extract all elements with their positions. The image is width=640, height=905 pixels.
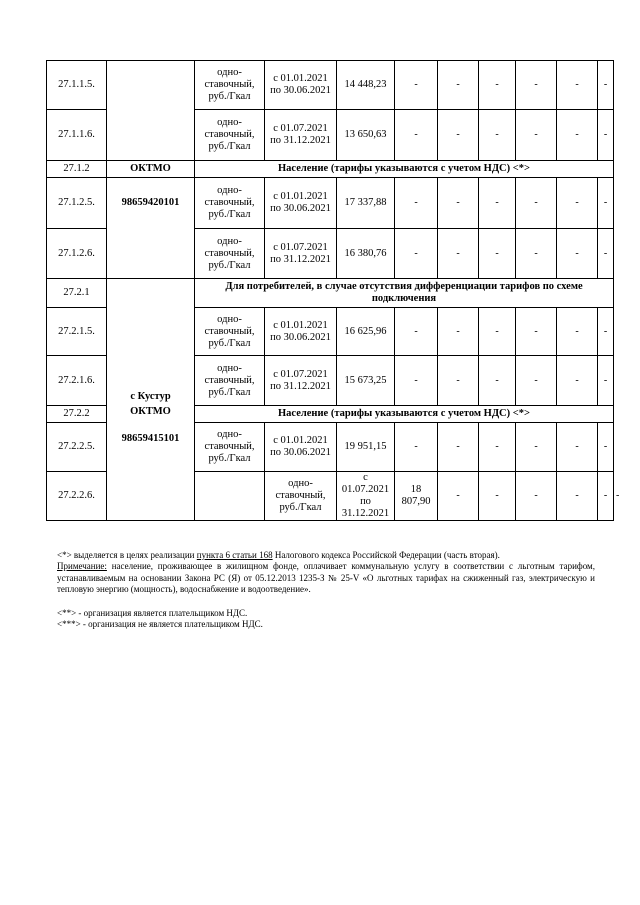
footnote-text: Налогового кодекса Российской Федерации (часть вторая).: [272, 550, 500, 560]
section-title: Население (тарифы указываются с учетом НДС) <*>: [195, 161, 614, 178]
remark-text: население, проживающее в жилищном фонде, оплачивает коммунальную услугу в соответствии с льготным тарифом, устанавливаемым на основании Закона РС (Я) от 05.12.2013 1235-З № 25-V «О льготных тарифах на сжиженный газ, электрическую и тепловую энергию (мощность), водоснабжение и водоотведение».: [57, 561, 595, 595]
dash-cell: -: [438, 178, 479, 229]
dash-cell: -: [557, 472, 598, 521]
dash-cell: -: [395, 229, 438, 279]
tariff-value: 18 807,90: [395, 472, 438, 521]
dash-cell: -: [598, 423, 614, 472]
dash-cell: -: [395, 178, 438, 229]
oktmo-cell-empty: [107, 61, 195, 161]
tariff-table: [46, 60, 620, 521]
dash-cell: -: [479, 472, 516, 521]
table-row: 27.2.2.6. одно-ставочный, руб./Гкал с 01.07.2021 по 31.12.2021 18 807,90 - - - - - -: [47, 472, 614, 521]
row-code: 27.2.2: [47, 406, 107, 423]
oktmo-code: 98659420101: [107, 178, 195, 279]
dash-cell: -: [479, 356, 516, 406]
section-title: Для потребителей, в случае отсутствия дифференциации тарифов по схеме подключения: [195, 279, 614, 308]
dash-cell: -: [516, 229, 557, 279]
dash-cell: -: [516, 308, 557, 356]
section-header-row: [47, 279, 614, 308]
dash-cell: -: [479, 110, 516, 161]
dash-cell: -: [598, 308, 614, 356]
row-code: 27.1.1.5.: [47, 61, 107, 110]
dash-cell: -: [557, 178, 598, 229]
dash-cell: -: [438, 472, 479, 521]
dash-cell: -: [598, 178, 614, 229]
period: с 01.01.2021 по 30.06.2021: [265, 423, 337, 472]
dash-cell: -: [516, 423, 557, 472]
dash-cell: -: [438, 110, 479, 161]
dash-cell: -: [479, 308, 516, 356]
dash-cell: -: [479, 61, 516, 110]
dash-cell: -: [438, 356, 479, 406]
section-header-row: [47, 161, 614, 178]
settlement-name: с Кустур: [130, 391, 171, 402]
dash-cell: -: [516, 356, 557, 406]
period: с 01.07.2021 по 31.12.2021: [265, 229, 337, 279]
dash-cell: -: [516, 472, 557, 521]
period: с 01.07.2021 по 31.12.2021: [265, 110, 337, 161]
period: с 01.01.2021 по 30.06.2021: [265, 61, 337, 110]
dash-cell: -: [557, 308, 598, 356]
dash-cell: -: [557, 423, 598, 472]
period: с 01.01.2021 по 30.06.2021: [265, 178, 337, 229]
tariff-type: одно-ставочный, руб./Гкал: [265, 472, 337, 521]
dash-cell: -: [479, 229, 516, 279]
row-code: 27.1.2.6.: [47, 229, 107, 279]
dash-cell: -: [516, 61, 557, 110]
dash-cell: -: [395, 423, 438, 472]
footnotes: [57, 550, 595, 630]
table-row: [47, 178, 614, 229]
row-code: 27.1.2.5.: [47, 178, 107, 229]
tariff-type: одно-ставочный, руб./Гкал: [195, 423, 265, 472]
dash-cell: -: [438, 229, 479, 279]
period: с 01.01.2021 по 30.06.2021: [265, 308, 337, 356]
dash-cell: -: [557, 110, 598, 161]
row-code: 27.2.2.6.: [47, 472, 107, 521]
dash-cell: -: [479, 423, 516, 472]
oktmo-cell-empty: [195, 472, 265, 521]
dash-cell: -: [557, 61, 598, 110]
oktmo-label: ОКТМО: [130, 406, 171, 417]
row-code: 27.2.1: [47, 279, 107, 308]
footnote-remark: [57, 561, 595, 595]
dash-cell: -: [479, 178, 516, 229]
dash-cell: -: [395, 308, 438, 356]
tariff-value: 16 380,76: [337, 229, 395, 279]
dash-cell: -: [395, 61, 438, 110]
dash-cell: -: [598, 61, 614, 110]
tariff-value: 14 448,23: [337, 61, 395, 110]
tariff-value: 16 625,96: [337, 308, 395, 356]
tariff-value: 13 650,63: [337, 110, 395, 161]
row-code: 27.2.1.6.: [47, 356, 107, 406]
oktmo-label: ОКТМО: [107, 161, 195, 178]
remark-label: Примечание:: [57, 561, 107, 572]
table-row: [47, 61, 614, 110]
tariff-value: 19 951,15: [337, 423, 395, 472]
tariff-type: одно-ставочный, руб./Гкал: [195, 110, 265, 161]
row-code: 27.2.2.5.: [47, 423, 107, 472]
row-code: 27.2.1.5.: [47, 308, 107, 356]
footnote-not-vat-payer: <***> - организация не является плательщиком НДС.: [57, 619, 263, 630]
tariff-type: одно-ставочный, руб./Гкал: [195, 61, 265, 110]
dash-cell: -: [557, 356, 598, 406]
tariff-type: одно-ставочный, руб./Гкал: [195, 229, 265, 279]
footnote-vat-payer: <**> - организация является плательщиком НДС.: [57, 607, 248, 618]
dash-cell: -: [557, 229, 598, 279]
oktmo-code: 98659415101: [121, 433, 180, 444]
dash-cell: -: [598, 472, 614, 521]
section-title: Население (тарифы указываются с учетом НДС) <*>: [195, 406, 614, 423]
law-link[interactable]: пункта 6 статьи 168: [196, 550, 273, 560]
dash-cell: -: [438, 308, 479, 356]
footnote-text: <*> выделяется в целях реализации: [57, 550, 197, 560]
dash-cell: -: [395, 356, 438, 406]
dash-cell: -: [516, 110, 557, 161]
tariff-value: 17 337,88: [337, 178, 395, 229]
settlement-cell: [107, 279, 195, 521]
dash-cell: -: [438, 61, 479, 110]
dash-cell: -: [395, 110, 438, 161]
dash-cell: -: [598, 356, 614, 406]
tariff-value: 15 673,25: [337, 356, 395, 406]
row-code: 27.1.1.6.: [47, 110, 107, 161]
tariff-type: одно-ставочный, руб./Гкал: [195, 308, 265, 356]
dash-cell: -: [598, 110, 614, 161]
footnote-vat: [57, 550, 595, 561]
dash-cell: -: [598, 229, 614, 279]
period: с 01.07.2021 по 31.12.2021: [337, 472, 395, 521]
dash-cell: -: [516, 178, 557, 229]
tariff-type: одно-ставочный, руб./Гкал: [195, 356, 265, 406]
row-code: 27.1.2: [47, 161, 107, 178]
dash-cell: -: [438, 423, 479, 472]
tariff-type: одно-ставочный, руб./Гкал: [195, 178, 265, 229]
period: с 01.07.2021 по 31.12.2021: [265, 356, 337, 406]
